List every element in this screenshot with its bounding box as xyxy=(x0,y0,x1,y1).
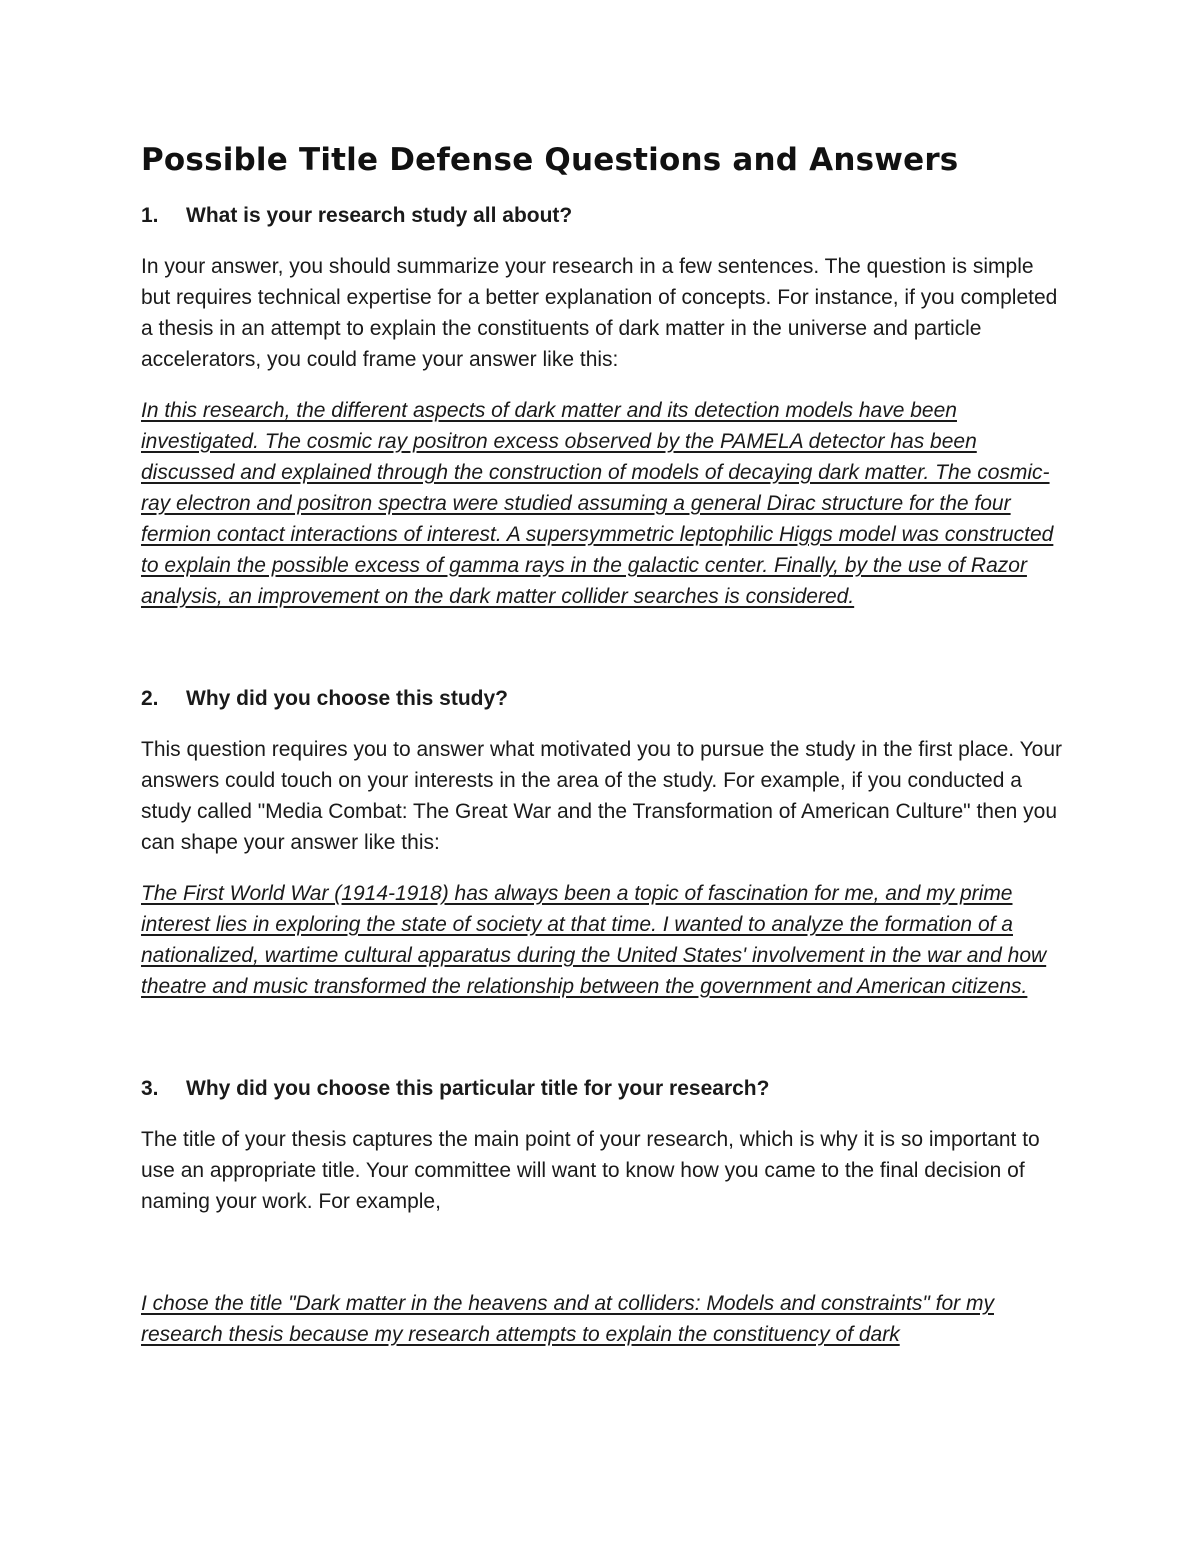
document-title: Possible Title Defense Questions and Answers xyxy=(141,142,959,178)
example-answer-paragraph: I chose the title "Dark matter in the heavens and at colliders: Models and constraints" for my research thesis because my research attempts to explain the constituency of dark xyxy=(141,1292,994,1346)
question-heading xyxy=(141,200,1066,231)
question-heading xyxy=(141,1073,1066,1104)
question-section-3 xyxy=(141,1073,1066,1350)
question-section-2 xyxy=(141,683,1066,1002)
question-section-1 xyxy=(141,200,1066,612)
question-number: 3. xyxy=(141,1077,159,1100)
question-text: What is your research study all about? xyxy=(186,204,573,227)
example-answer-paragraph: In this research, the different aspects of dark matter and its detection models have been investigated. The cosmic ray positron excess observed by the PAMELA detector has been discussed and explained through the construction of models of decaying dark matter. The cosmic-ray electron and positron spectra were studied assuming a general Dirac structure for the four fermion contact interactions of interest. A supersymmetric leptophilic Higgs model was constructed to explain the possible excess of gamma rays in the galactic center. Finally, by the use of Razor analysis, an improvement on the dark matter collider searches is considered. xyxy=(141,399,1054,608)
answer-guidance-paragraph: In your answer, you should summarize your research in a few sentences. The question is simple but requires technical expertise for a better explanation of concepts. For instance, if you completed a thesis in an attempt to explain the constituents of dark matter in the universe and particle accelerators, you could frame your answer like this: xyxy=(141,255,1058,371)
question-text: Why did you choose this study? xyxy=(186,687,509,710)
question-number: 2. xyxy=(141,687,159,710)
answer-guidance-paragraph: This question requires you to answer what motivated you to pursue the study in the first place. Your answers could touch on your interests in the area of the study. For example, if you conducted a study called "Media Combat: The Great War and the Transformation of American Culture" then you can shape your answer like this: xyxy=(141,738,1063,854)
question-number: 1. xyxy=(141,204,159,227)
document-content xyxy=(141,138,1066,1350)
question-heading xyxy=(141,683,1066,714)
question-text: Why did you choose this particular title for your research? xyxy=(186,1077,770,1100)
example-answer-paragraph: The First World War (1914-1918) has always been a topic of fascination for me, and my prime interest lies in exploring the state of society at that time. I wanted to analyze the formation of a nationalized, wartime cultural apparatus during the United States' involvement in the war and how theatre and music transformed the relationship between the government and American citizens. xyxy=(141,882,1047,998)
answer-guidance-paragraph: The title of your thesis captures the main point of your research, which is why it is so important to use an appropriate title. Your committee will want to know how you came to the final decision of naming your work. For example, xyxy=(141,1128,1040,1213)
